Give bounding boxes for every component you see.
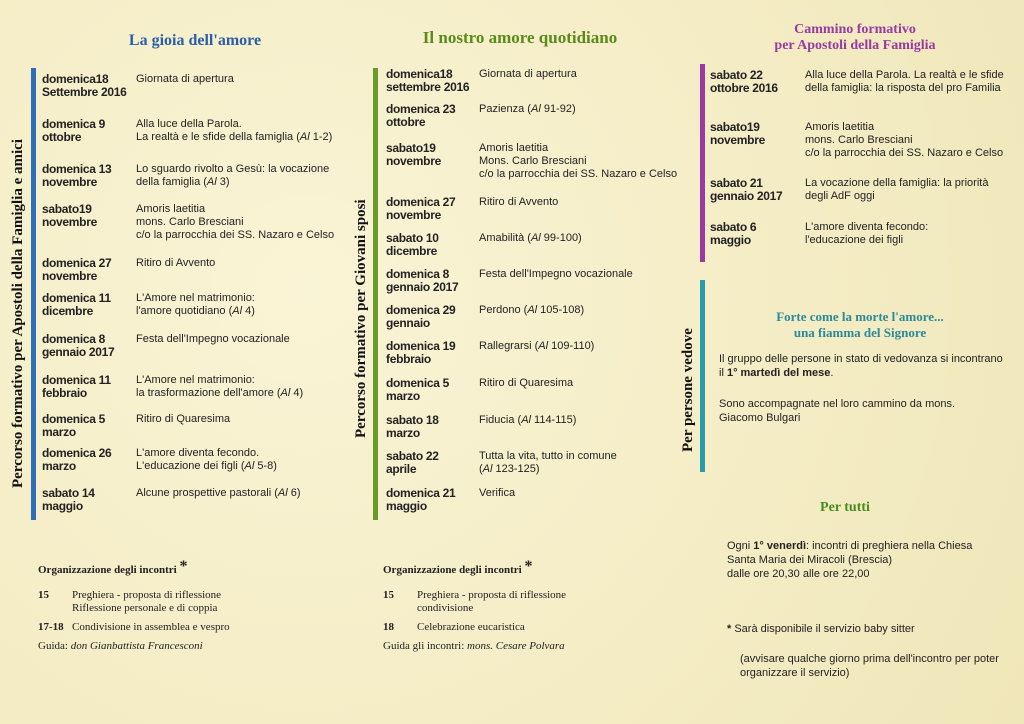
schedule-description: Amoris laetitia mons. Carlo Bresciani c/o la parrocchia dei SS. Nazaro e Celso — [805, 121, 1004, 159]
schedule-description: Fiducia (Al 114-115) — [479, 414, 577, 426]
left-org-heading: Organizzazione degli incontri * — [38, 558, 188, 576]
widows-vertical-bar — [700, 280, 705, 472]
middle-vertical-bar — [373, 68, 378, 520]
schedule-description: Amoris laetitia Mons. Carlo Bresciani c/o la parrocchia dei SS. Nazaro e Celso — [479, 142, 678, 180]
schedule-date: sabato 6 maggio — [710, 220, 757, 247]
schedule-description: Festa dell'Impegno vocazionale — [479, 268, 633, 280]
schedule-description: L'Amore nel matrimonio: la trasformazione dell'amore (Al 4) — [136, 374, 304, 399]
schedule-date: sabato 22 ottobre 2016 — [710, 68, 778, 95]
left-organization — [38, 560, 338, 653]
schedule-description: Giornata di apertura — [479, 68, 577, 80]
middle-org-heading: Organizzazione degli incontri * — [383, 558, 533, 576]
schedule-date: sabato 14 maggio — [42, 486, 95, 513]
left-org-star: * — [179, 558, 188, 575]
middle-column-title: Il nostro amore quotidiano — [422, 28, 618, 47]
middle-org-line: 18 Celebrazione eucaristica — [383, 621, 525, 633]
schedule-date: domenica 19 febbraio — [386, 339, 456, 366]
schedule-description: L'amore diventa fecondo: l'educazione dei figli — [805, 221, 929, 246]
schedule-description: Alla luce della Parola. La realtà e le sfide della famiglia: la risposta del pro Familia — [805, 69, 1004, 94]
schedule-description: Lo sguardo rivolto a Gesù: la vocazione della famiglia (Al 3) — [136, 163, 330, 188]
widows-paragraph-1: Il gruppo delle persone in stato di vedovanza si incontrano il 1° martedì del mese. — [719, 353, 1003, 379]
schedule-description: Festa dell'Impegno vocazionale — [136, 333, 290, 345]
schedule-date: domenica 26 marzo — [42, 446, 112, 473]
schedule-date: sabato 21 gennaio 2017 — [710, 176, 783, 203]
schedule-date: domenica 11 dicembre — [42, 291, 111, 318]
schedule-date: domenica 8 gennaio 2017 — [42, 332, 115, 359]
widows-vertical-label: Per persone vedove — [680, 328, 696, 452]
schedule-description: Ritiro di Quaresima — [479, 377, 574, 389]
schedule-description: Alcune prospettive pastorali (Al 6) — [136, 487, 301, 499]
left-vertical-bar — [31, 68, 36, 520]
middle-vertical-label: Percorso formativo per Giovani sposi — [353, 199, 369, 438]
schedule-date: sabato19 novembre — [710, 120, 765, 147]
schedule-date: domenica18 Settembre 2016 — [42, 72, 127, 99]
middle-org-line: 15 Preghiera - proposta di riflessione condivisione — [383, 589, 567, 614]
schedule-date: domenica 23 ottobre — [386, 102, 456, 129]
schedule-description: Rallegrarsi (Al 109-110) — [479, 340, 595, 352]
schedule-date: domenica 27 novembre — [386, 195, 456, 222]
schedule-date: sabato 10 dicembre — [386, 231, 439, 258]
all-paragraph: Ogni 1° venerdì: incontri di preghiera nella Chiesa Santa Maria dei Miracoli (Brescia) dalle ore 20,30 alle ore 22,00 — [727, 540, 973, 580]
schedule-description: Pazienza (Al 91-92) — [479, 103, 576, 115]
schedule-date: domenica 27 novembre — [42, 256, 112, 283]
schedule-description: Ritiro di Avvento — [136, 257, 216, 269]
left-vertical-label: Percorso formativo per Apostoli della Famiglia e amici — [10, 139, 26, 488]
left-org-line: 15 Preghiera - proposta di riflessione Riflessione personale e di coppia — [38, 589, 222, 614]
schedule-date: domenica 5 marzo — [386, 376, 450, 403]
middle-organization — [383, 560, 663, 653]
schedule-description: Tutta la vita, tutto in comune (Al 123-125) — [479, 450, 617, 475]
schedule-date: domenica18 settembre 2016 — [386, 67, 470, 94]
babysitter-note-detail: (avvisare qualche giorno prima dell'incontro per poter organizzare il servizio) — [740, 653, 999, 679]
middle-org-guide: Guida gli incontri: mons. Cesare Polvara — [383, 640, 565, 652]
schedule-date: domenica 9 ottobre — [42, 117, 106, 144]
schedule-date: domenica 29 gennaio — [386, 303, 456, 330]
left-column-title: La gioia dell'amore — [128, 32, 262, 49]
schedule-date: domenica 11 febbraio — [42, 373, 111, 400]
schedule-date: domenica 5 marzo — [42, 412, 106, 439]
schedule-date: sabato19 novembre — [42, 202, 97, 229]
schedule-date: domenica 13 novembre — [42, 162, 112, 189]
widows-title: Forte come la morte l'amore... una fiamma del Signore — [776, 309, 944, 340]
schedule-description: Ritiro di Avvento — [479, 196, 559, 208]
schedule-description: Verifica — [479, 487, 516, 499]
schedule-description: Alla luce della Parola. La realtà e le sfide della famiglia (Al 1-2) — [136, 118, 333, 143]
schedule-date: sabato19 novembre — [386, 141, 441, 168]
schedule-date: domenica 8 gennaio 2017 — [386, 267, 459, 294]
schedule-description: Amabilità (Al 99-100) — [479, 232, 582, 244]
right-vertical-bar — [700, 64, 705, 262]
schedule-description: L'amore diventa fecondo. L'educazione dei figli (Al 5-8) — [136, 447, 277, 472]
schedule-description: Perdono (Al 105-108) — [479, 304, 585, 316]
schedule-description: Ritiro di Quaresima — [136, 413, 231, 425]
middle-org-star: * — [524, 558, 533, 575]
schedule-date: sabato 22 aprile — [386, 449, 439, 476]
schedule-description: La vocazione della famiglia: la priorità degli AdF oggi — [805, 177, 989, 202]
widows-paragraph-2: Sono accompagnate nel loro cammino da mons. Giacomo Bulgari — [719, 398, 956, 424]
babysitter-note: * Sarà disponibile il servizio baby sitter — [727, 623, 915, 635]
schedule-description: Amoris laetitia mons. Carlo Bresciani c/o la parrocchia dei SS. Nazaro e Celso — [136, 203, 335, 241]
schedule-description: Giornata di apertura — [136, 73, 234, 85]
left-org-guide: Guida: don Gianbattista Francesconi — [38, 640, 203, 652]
schedule-description: L'Amore nel matrimonio: l'amore quotidiano (Al 4) — [136, 292, 255, 317]
schedule-date: sabato 18 marzo — [386, 413, 439, 440]
left-org-line: 17-18 Condivisione in assemblea e vespro — [38, 621, 230, 633]
right-column-title: Cammino formativo per Apostoli della Famiglia — [774, 22, 936, 53]
schedule-date: domenica 21 maggio — [386, 486, 456, 513]
all-title: Per tutti — [820, 500, 870, 515]
